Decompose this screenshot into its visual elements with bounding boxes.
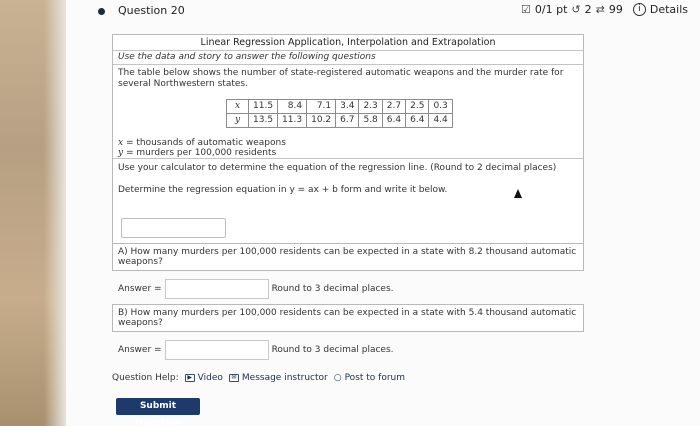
part-b-round-note: Round to 3 decimal places. xyxy=(271,345,394,355)
def-x xyxy=(118,138,578,148)
regression-equation-input[interactable] xyxy=(121,218,226,238)
regression-prompt: Determine the regression equation in y = ax + b form and write it below. xyxy=(118,185,448,195)
table-cell: 6.4 xyxy=(406,114,429,128)
question-header xyxy=(66,0,700,26)
table-cell: 6.7 xyxy=(336,114,359,128)
table-cell: 8.4 xyxy=(278,100,307,114)
table-cell: 0.3 xyxy=(429,100,452,114)
table-cell: 6.4 xyxy=(382,114,405,128)
calc-note: Use your calculator to determine the equation of the regression line. (Round to 2 decimal places) xyxy=(118,163,557,173)
message-instructor-text: Message instructor xyxy=(241,373,328,383)
message-instructor-link[interactable] xyxy=(229,373,328,383)
table-row-y xyxy=(227,114,453,128)
part-a-question xyxy=(112,243,584,271)
attempts-count: 99 xyxy=(608,3,623,16)
question-help xyxy=(112,373,405,383)
part-b-text: B) How many murders per 100,000 residents can be expected in a state with 5.4 thousand automatic weapons? xyxy=(118,308,577,328)
part-b-answer-input[interactable] xyxy=(165,340,269,360)
table-cell: 13.5 xyxy=(249,114,278,128)
attempts-icon: ⇄ xyxy=(595,3,605,16)
part-a-answer-input[interactable] xyxy=(165,279,269,299)
question-help-label: Question Help: xyxy=(112,373,179,383)
details-link[interactable]: Details xyxy=(649,3,688,16)
panel-body xyxy=(113,65,583,159)
intro-text: The table below shows the number of state-registered automatic weapons and the murder rate for several Northwestern states. xyxy=(118,68,564,89)
part-b-answer-label: Answer = xyxy=(118,345,162,355)
table-cell: 11.3 xyxy=(278,114,307,128)
table-cell: 5.8 xyxy=(359,114,382,128)
part-a-answer-row xyxy=(118,279,394,299)
video-link[interactable] xyxy=(185,373,223,383)
def-y-symbol: y xyxy=(118,148,124,158)
table-cell: 2.3 xyxy=(359,100,382,114)
table-cell: 2.7 xyxy=(382,100,405,114)
part-a-round-note: Round to 3 decimal places. xyxy=(271,284,394,294)
question-title: Question 20 xyxy=(118,4,185,17)
submit-question-button[interactable]: Submit Question xyxy=(116,398,200,415)
table-cell: 4.4 xyxy=(429,114,452,128)
table-cell: 7.1 xyxy=(307,100,336,114)
question-page xyxy=(66,0,700,426)
table-row-x xyxy=(227,100,453,114)
score-text: 0/1 pt xyxy=(534,3,568,16)
speech-bubble-icon: ○ xyxy=(333,373,342,383)
panel-title: Linear Regression Application, Interpolation and Extrapolation xyxy=(113,35,583,51)
question-status-dot xyxy=(98,8,105,15)
table-y-label: y xyxy=(227,114,249,128)
variable-definitions xyxy=(118,138,578,158)
post-to-forum-text: Post to forum xyxy=(344,373,406,383)
video-icon: ▶ xyxy=(185,374,195,382)
table-cell: 2.5 xyxy=(406,100,429,114)
table-x-label: x xyxy=(227,100,249,114)
mouse-cursor-icon xyxy=(514,189,522,198)
part-a-answer-label: Answer = xyxy=(118,284,162,294)
table-cell: 10.2 xyxy=(307,114,336,128)
question-meta xyxy=(521,3,688,16)
table-cell: 11.5 xyxy=(249,100,278,114)
def-x-text: = thousands of automatic weapons xyxy=(125,138,286,148)
part-b-answer-row xyxy=(118,340,394,360)
data-table xyxy=(226,99,453,128)
post-to-forum-link[interactable] xyxy=(334,373,405,383)
def-y-text: = murders per 100,000 residents xyxy=(125,148,277,158)
part-b-question xyxy=(112,304,584,332)
background-photo-strip xyxy=(0,0,66,426)
score-check-icon: ☑ xyxy=(521,3,531,16)
def-x-symbol: x xyxy=(118,138,124,148)
panel-subtitle: Use the data and story to answer the following questions xyxy=(113,51,583,65)
calc-note-row xyxy=(113,159,583,181)
retries-count: 2 xyxy=(584,3,592,16)
def-y xyxy=(118,148,578,158)
part-a-text: A) How many murders per 100,000 residents can be expected in a state with 8.2 thousand automatic weapons? xyxy=(118,247,577,267)
table-cell: 3.4 xyxy=(336,100,359,114)
retry-icon: ↺ xyxy=(571,3,581,16)
info-icon[interactable]: i xyxy=(633,3,646,16)
video-link-text: Video xyxy=(197,373,223,383)
envelope-icon: ✉ xyxy=(229,374,239,382)
